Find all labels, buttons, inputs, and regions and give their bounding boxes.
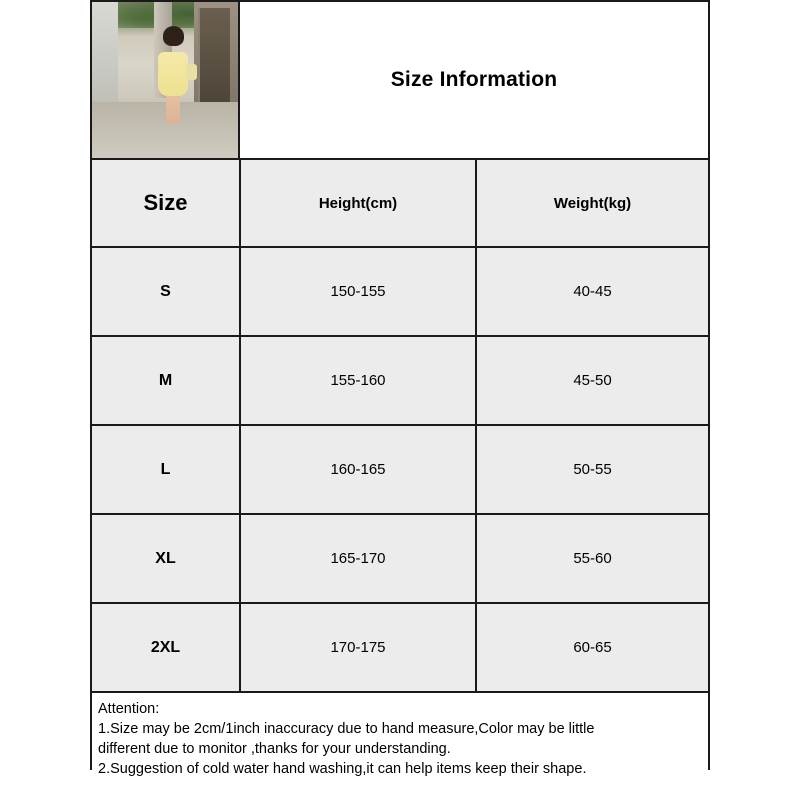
model-dress	[158, 52, 188, 96]
column-header-weight: Weight(kg)	[476, 160, 708, 247]
model-hair	[163, 26, 184, 46]
model-legs	[166, 94, 180, 124]
table-row	[92, 336, 708, 425]
size-table	[92, 160, 708, 693]
cell-height: 170-175	[240, 603, 476, 692]
cell-height: 155-160	[240, 336, 476, 425]
cell-weight: 50-55	[476, 425, 708, 514]
table-row	[92, 603, 708, 692]
model-bag	[186, 64, 197, 80]
pavement-decor	[92, 102, 238, 158]
attention-block	[92, 693, 708, 783]
title-cell	[240, 2, 708, 158]
cell-weight: 60-65	[476, 603, 708, 692]
cell-size: L	[92, 425, 240, 514]
cell-size: XL	[92, 514, 240, 603]
cell-weight: 45-50	[476, 336, 708, 425]
cell-height: 160-165	[240, 425, 476, 514]
cell-size: 2XL	[92, 603, 240, 692]
door-decor	[198, 8, 230, 104]
table-row	[92, 425, 708, 514]
table-header-row	[92, 160, 708, 247]
size-chart-sheet	[90, 0, 710, 777]
product-photo-image	[92, 2, 238, 158]
column-header-size: Size	[92, 160, 240, 247]
table-row	[92, 247, 708, 336]
cell-weight: 40-45	[476, 247, 708, 336]
page-title: Size Information	[390, 68, 558, 91]
cell-height: 165-170	[240, 514, 476, 603]
attention-line-3: 2.Suggestion of cold water hand washing,it can help items keep their shape.	[98, 761, 587, 777]
wall-left-decor	[92, 2, 118, 106]
column-header-height: Height(cm)	[240, 160, 476, 247]
header-band	[92, 2, 708, 160]
attention-line-1: 1.Size may be 2cm/1inch inaccuracy due to hand measure,Color may be little	[98, 721, 595, 737]
attention-heading: Attention:	[98, 701, 160, 717]
cell-weight: 55-60	[476, 514, 708, 603]
table-row	[92, 514, 708, 603]
cell-size: S	[92, 247, 240, 336]
attention-line-2: different due to monitor ,thanks for your understanding.	[98, 741, 451, 757]
cell-height: 150-155	[240, 247, 476, 336]
cell-size: M	[92, 336, 240, 425]
product-photo	[92, 2, 240, 158]
